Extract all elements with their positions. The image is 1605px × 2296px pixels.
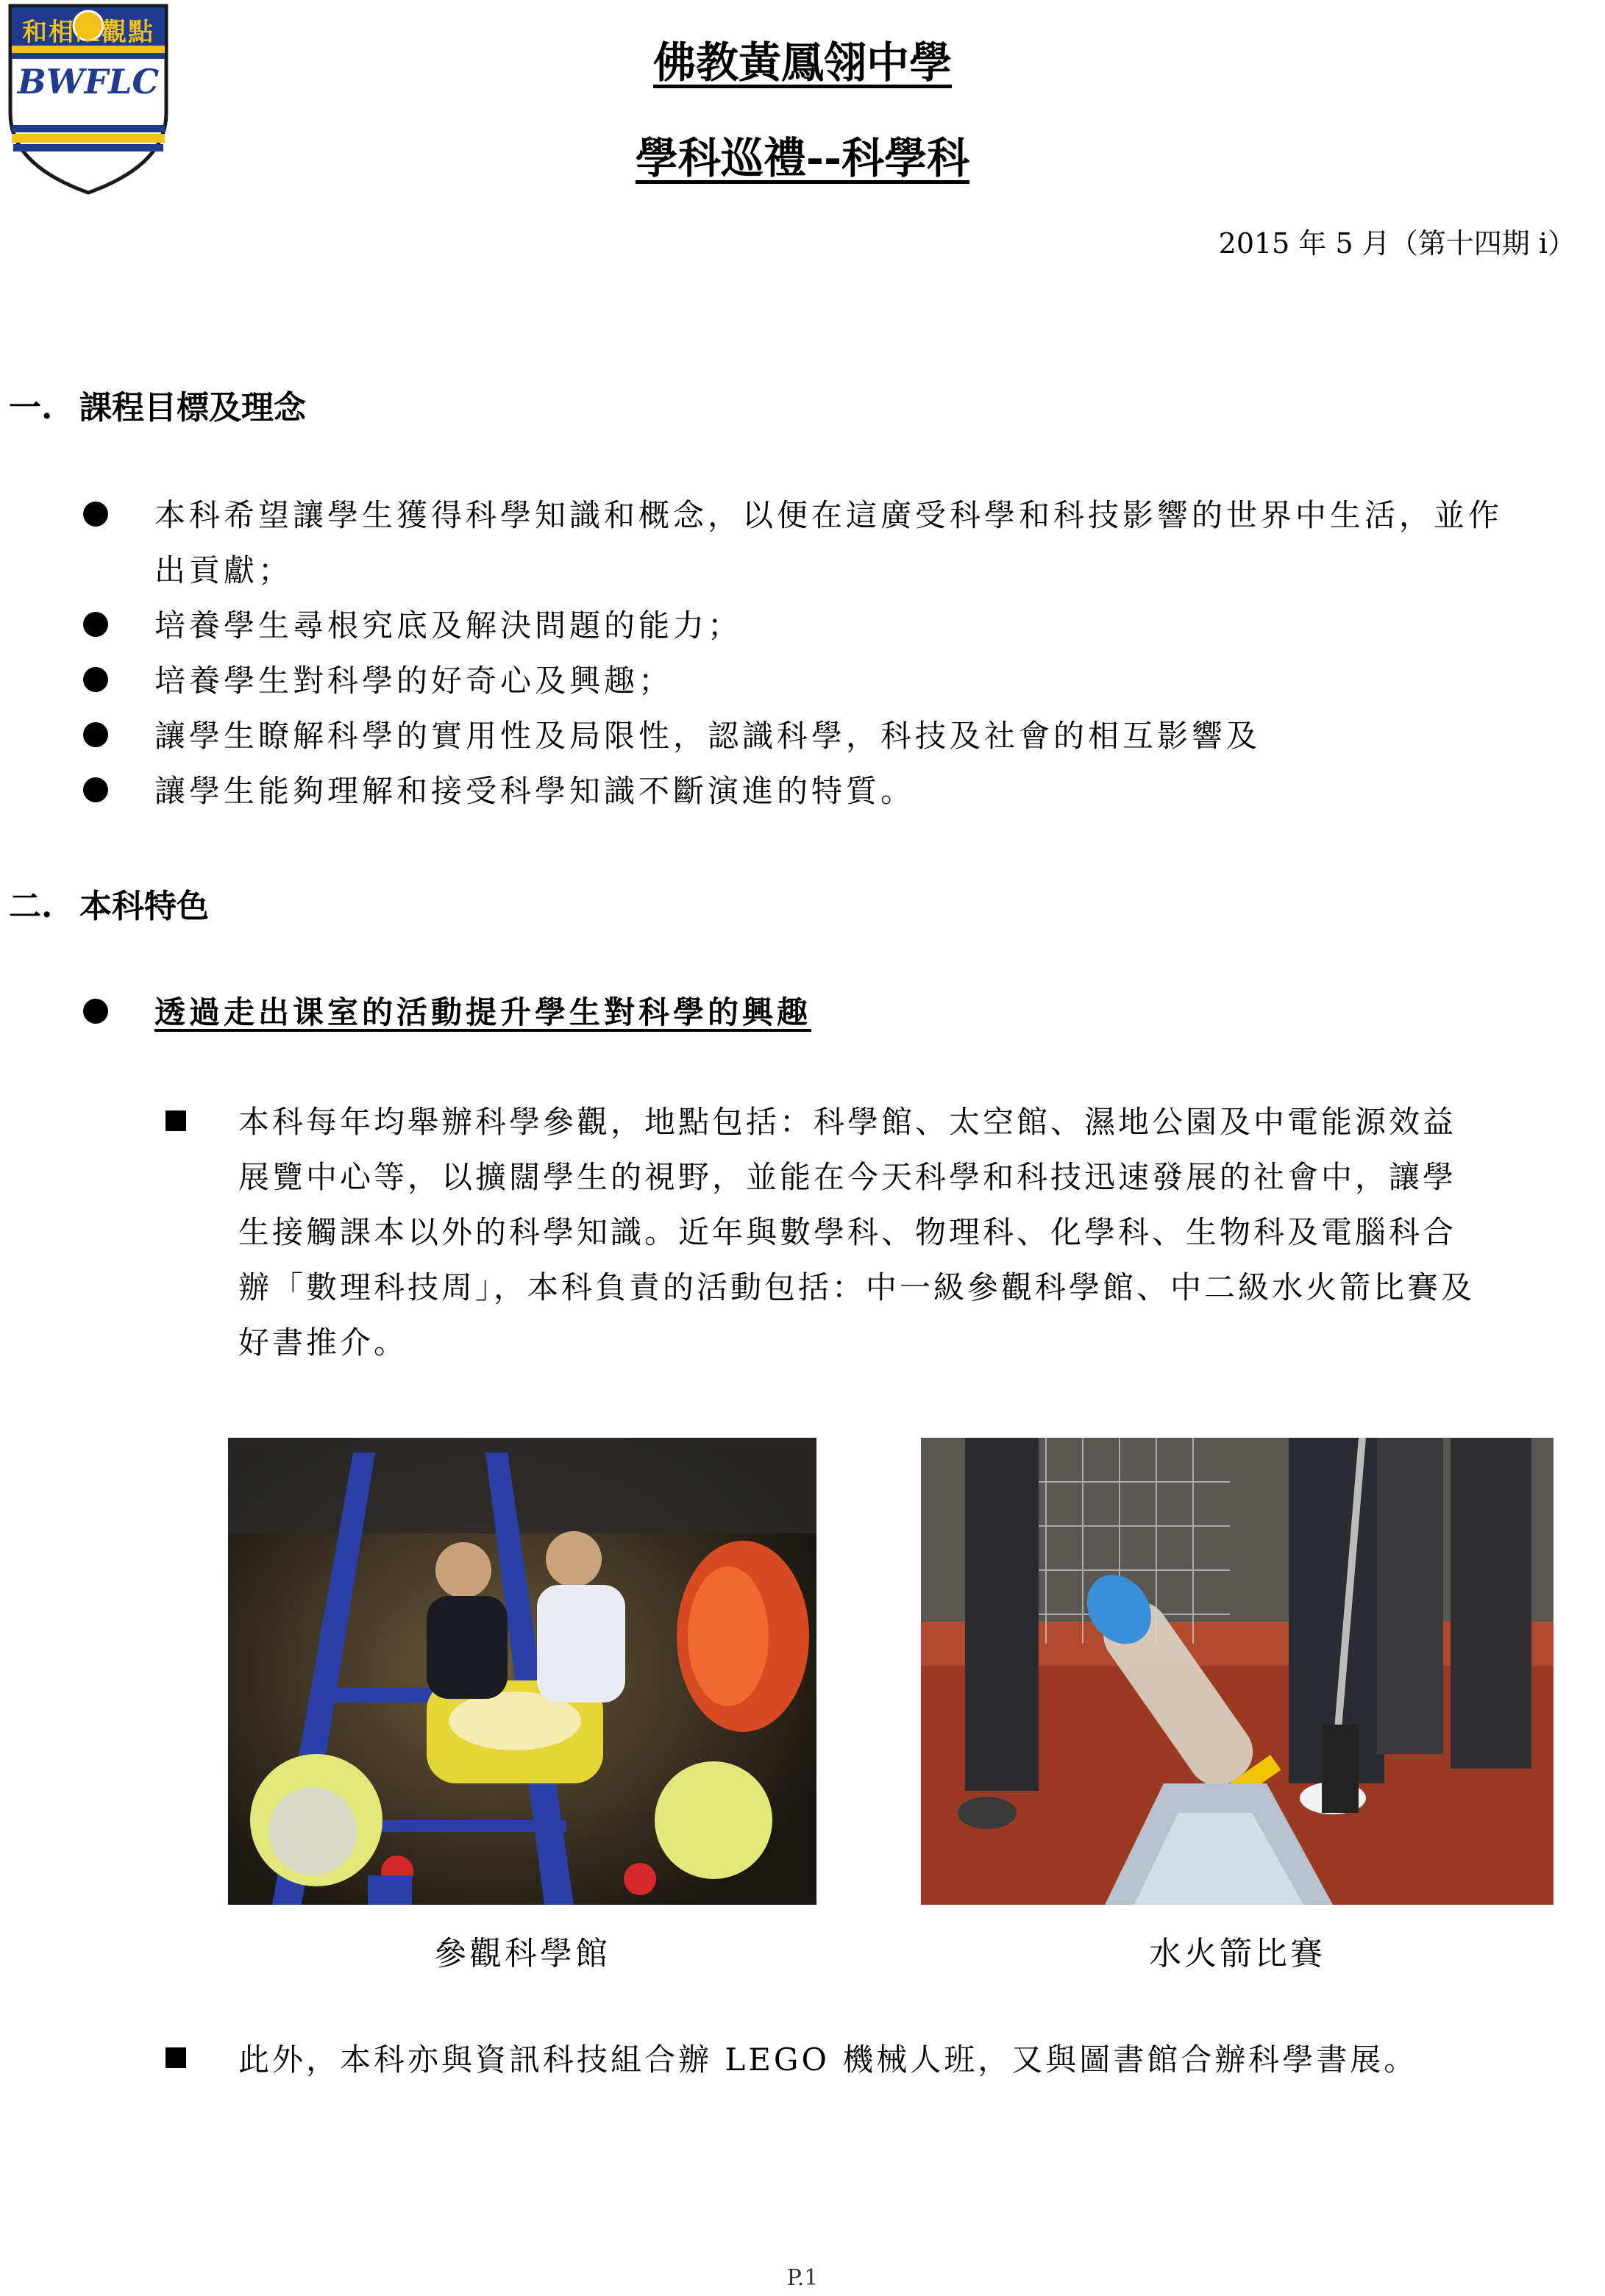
paragraph-line: 好書推介。 [238,1325,408,1361]
section-1-heading [9,381,306,428]
feature-paragraph [238,1094,1577,1370]
list-item: 培養學生對科學的好奇心及興趣； [154,663,674,699]
list-item-continuation: 出貢獻； [154,552,293,588]
bullet-icon [83,999,108,1024]
list-item: 培養學生尋根究底及解決問題的能力； [154,607,743,643]
page-subtitle: 學科巡禮--科學科 [635,133,970,183]
paragraph-line: 本科每年均舉辦科學參觀，地點包括：科學館、太空館、濕地公園及中電能源效益 [238,1104,1457,1140]
bullet-icon [83,667,108,692]
list-item: 讓學生瞭解科學的實用性及局限性，認識科學，科技及社會的相互影響及 [154,718,1261,754]
logo-top-text: 和相卍觀點 [22,18,154,47]
section-1-number: 一. [9,389,53,427]
list-item: 本科希望讓學生獲得科學知識和概念，以便在這廣受科學和科技影響的世界中生活，並作 [154,497,1503,533]
logo-monogram: BWFLC [17,62,160,101]
photo-caption: 參觀科學館 [434,1935,611,1972]
paragraph-line: 展覽中心等，以擴闊學生的視野，並能在今天科學和科技迅速發展的社會中，讓學 [238,1159,1457,1195]
bullet-icon [83,502,108,527]
section-2-number: 二. [9,888,53,925]
list-item: 讓學生能夠理解和接受科學知識不斷演進的特質。 [154,773,916,809]
feature-heading: 透過走出课室的活動提升學生對科學的興趣 [154,994,812,1030]
water-rocket-photo [921,1438,1554,1905]
paragraph-line: 辦「數理科技周」，本科負責的活動包括：中一級參觀科學館、中二級水火箭比賽及 [238,1269,1476,1305]
page-number: P.1 [786,2265,819,2291]
photo-caption: 水火箭比賽 [1149,1935,1325,1972]
bullet-icon [83,722,108,747]
section-2-title: 本科特色 [79,888,209,925]
paragraph-line: 生接觸課本以外的科學知識。近年與數學科、物理科、化學科、生物科及電腦科合 [238,1214,1457,1250]
section-1-title: 課程目標及理念 [79,389,306,427]
bullet-icon [83,777,108,802]
square-bullet-icon [166,1110,186,1131]
section-2-heading [9,880,209,927]
science-museum-photo [228,1438,816,1905]
square-bullet-icon [166,2047,186,2068]
issue-date: 2015 年 5 月（第十四期 i） [1218,227,1576,260]
extra-paragraph: 此外，本科亦與資訊科技組合辦 LEGO 機械人班，又與圖書館合辦科學書展。 [238,2042,1418,2078]
bullet-icon [83,612,108,637]
school-name-title: 佛教黃鳳翎中學 [652,38,952,88]
